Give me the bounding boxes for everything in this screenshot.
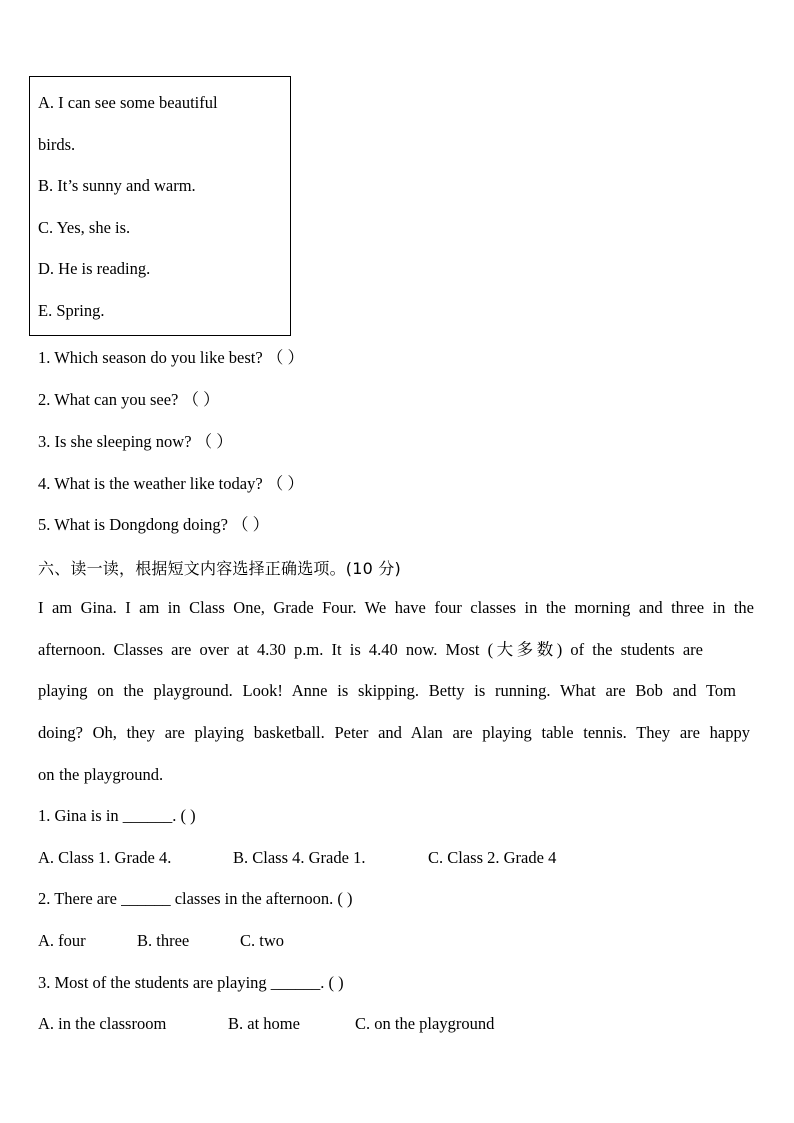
option-b: B. It’s sunny and warm. <box>38 176 196 195</box>
option-d: D. He is reading. <box>38 259 151 278</box>
passage-line-4: doing? Oh, they are playing basketball. Peter and Alan are playing table tennis. They are happy <box>38 723 750 742</box>
answer-paren[interactable]: （ ） <box>182 390 220 409</box>
reading-q1-choice-c[interactable]: C. Class 2. Grade 4 <box>428 848 557 867</box>
matching-question-1 <box>38 348 304 368</box>
option-a-line1: A. I can see some beautiful <box>38 93 218 112</box>
reading-q2-choice-a[interactable]: A. four <box>38 931 86 950</box>
reading-q1-choice-a[interactable]: A. Class 1. Grade 4. <box>38 848 172 867</box>
matching-question-text: 4. What is the weather like today? <box>38 474 263 493</box>
reading-question-1: 1. Gina is in ______. ( ) <box>38 806 196 825</box>
reading-q3-choice-b[interactable]: B. at home <box>228 1014 300 1033</box>
passage-line-1: I am Gina. I am in Class One, Grade Four. We have four classes in the morning and three in the <box>38 598 754 617</box>
matching-question-3 <box>38 432 233 452</box>
passage-line-3: playing on the playground. Look! Anne is skipping. Betty is running. What are Bob and Tom <box>38 681 736 700</box>
matching-question-4 <box>38 474 304 494</box>
reading-q3-choice-a[interactable]: A. in the classroom <box>38 1014 167 1033</box>
reading-q2-choice-b[interactable]: B. three <box>137 931 190 950</box>
answer-paren[interactable]: （ ） <box>195 432 233 451</box>
reading-question-3: 3. Most of the students are playing ______. ( ) <box>38 973 344 992</box>
matching-question-text: 5. What is Dongdong doing? <box>38 515 228 534</box>
reading-q2-choice-c[interactable]: C. two <box>240 931 285 950</box>
reading-question-2: 2. There are ______ classes in the afternoon. ( ) <box>38 889 353 908</box>
option-e: E. Spring. <box>38 301 105 320</box>
reading-q3-choice-c[interactable]: C. on the playground <box>355 1014 495 1033</box>
matching-question-5 <box>38 515 269 535</box>
section-heading: 六、读一读，根据短文内容选择正确选项。(10 分) <box>38 559 401 578</box>
passage-line-2: afternoon. Classes are over at 4.30 p.m. It is 4.40 now. Most (大多数) of the students are <box>38 640 703 659</box>
option-a-line2: birds. <box>38 135 76 154</box>
matching-question-2 <box>38 390 220 410</box>
matching-question-text: 1. Which season do you like best? <box>38 348 263 367</box>
matching-question-text: 3. Is she sleeping now? <box>38 432 192 451</box>
option-c: C. Yes, she is. <box>38 218 131 237</box>
passage-line-5: on the playground. <box>38 765 164 784</box>
matching-question-text: 2. What can you see? <box>38 390 179 409</box>
options-box <box>29 76 291 336</box>
answer-paren[interactable]: （ ） <box>266 474 304 493</box>
answer-paren[interactable]: （ ） <box>232 515 270 534</box>
answer-paren[interactable]: （ ） <box>266 348 304 367</box>
reading-q1-choice-b[interactable]: B. Class 4. Grade 1. <box>233 848 366 867</box>
